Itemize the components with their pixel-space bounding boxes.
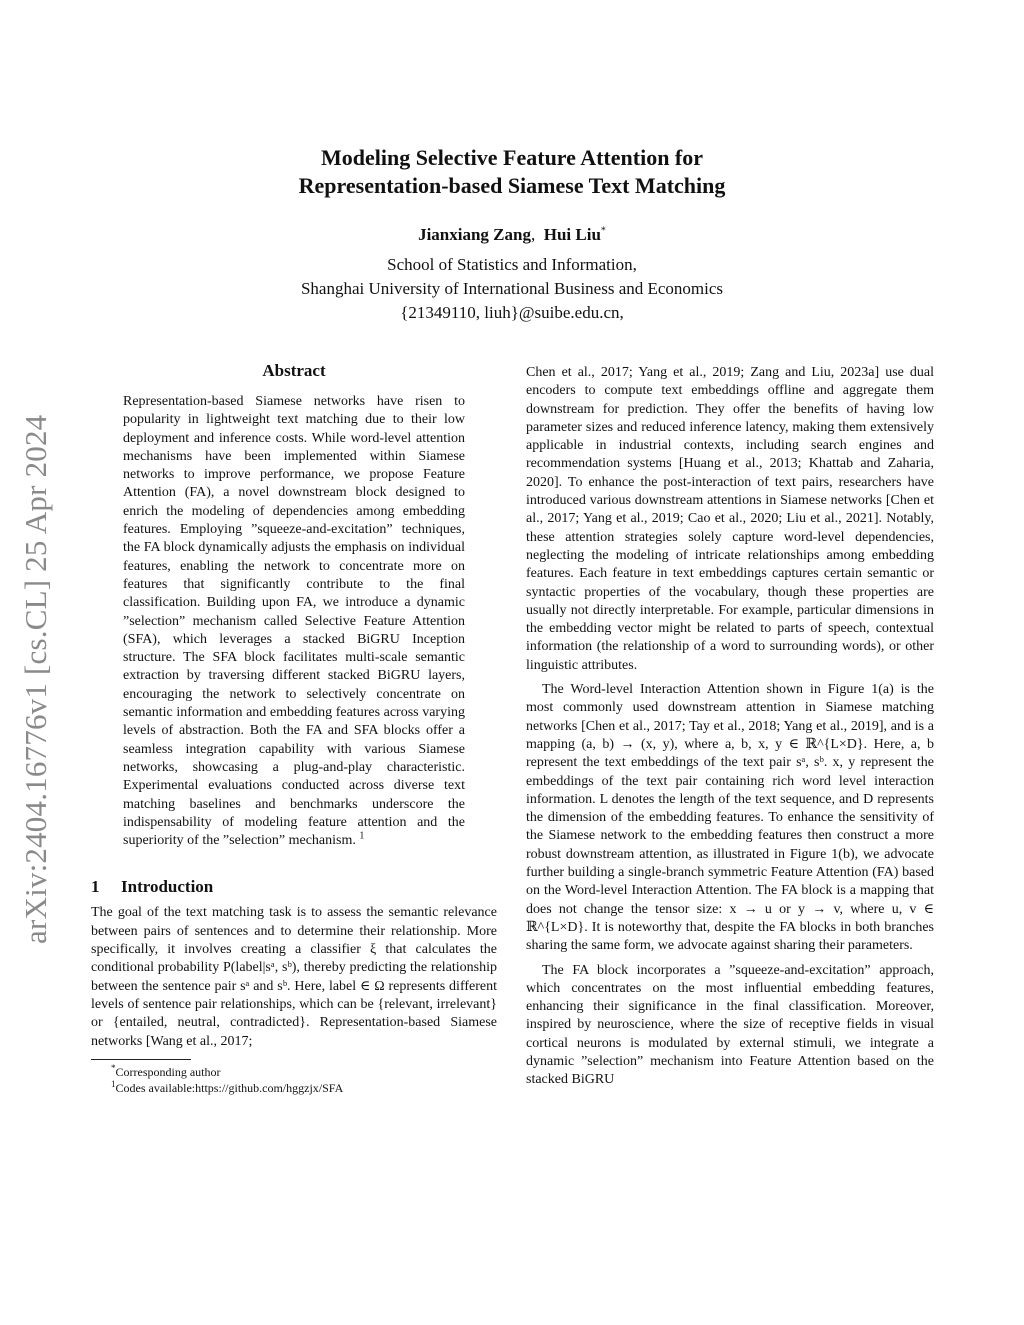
title-line-1: Modeling Selective Feature Attention for — [320, 145, 704, 170]
footnote-code — [91, 1080, 497, 1096]
footnote-mark-code: 1 — [111, 1078, 116, 1089]
affiliation-line-1: School of Statistics and Information, — [387, 255, 637, 274]
affiliation — [200, 253, 824, 325]
footnote-code-text: Codes available:https://github.com/hggzjx/SFA — [115, 1080, 344, 1095]
right-paragraph-3: The FA block incorporates a ”squeeze-and-excitation” approach, which concentrates on the most influential embedding features, enhancing their significance in the final classification. Moreover, inspired by neuroscience, where the size of receptive fields in visual cortical neurons is modulated by external stimuli, we integrate a dynamic ”selection” mechanism into Feature Attention based on the stacked BiGRU — [526, 962, 934, 1088]
abstract-footnote-mark: 1 — [359, 830, 365, 842]
footnote-corresponding-text: Corresponding author — [115, 1064, 221, 1079]
left-column — [91, 360, 497, 1096]
author-separator: , — [530, 225, 536, 244]
corresponding-author-mark: * — [600, 225, 606, 237]
footnote-corresponding — [91, 1064, 497, 1080]
section-number: 1 — [91, 877, 100, 897]
right-paragraph-1: Chen et al., 2017; Yang et al., 2019; Zang and Liu, 2023a] use dual encoders to compute text embeddings offline and aggregate them downstream for prediction. They offer the benefits of having low parameter sizes and reduced inference latency, making them extensively applicable in industrial contexts, including search engines and recommendation systems [Huang et al., 2013; Khattab and Zaharia, 2020]. To enhance the post-interaction of text pairs, researchers have introduced various downstream attentions in Siamese networks [Chen et al., 2017; Yang et al., 2019; Cao et al., 2020; Liu et al., 2021]. Notably, these attention strategies solely capture word-level dependencies, neglecting the modeling of intricate relationships among embedding features. Each feature in text embeddings captures certain semantic or syntactic properties of the vocabulary, though these properties are usually not directly interpretable. For example, particular dimensions in the embedding vector might be related to parts of speech, contextual information (the relationship of a word to surrounding words), or other linguistic attributes. — [526, 365, 934, 673]
footnote-mark-corresponding: * — [111, 1062, 116, 1073]
author-list — [200, 224, 824, 246]
abstract-heading: Abstract — [262, 361, 326, 380]
right-column — [526, 364, 934, 1090]
affiliation-email: {21349110, liuh}@suibe.edu.cn, — [400, 303, 624, 322]
introduction-paragraph: The goal of the text matching task is to assess the semantic relevance between pairs of sentences and to determine their relationship. More specifically, it involves creating a classifier ξ that calculates the conditional probability P(label|sᵃ, sᵇ), thereby predicting the relationship between the sentence pair sᵃ and sᵇ. Here, label ∈ Ω represents different levels of sentence pair relationships, which can be {relevant, irrelevant} or {entailed, neutral, contradicted}. Representation-based Siamese networks [Wang et al., 2017; — [91, 905, 497, 1049]
affiliation-line-2: Shanghai University of International Business and Economics — [300, 279, 724, 298]
section-heading-introduction — [91, 876, 497, 898]
author-1: Jianxiang Zang — [418, 225, 531, 244]
author-2: Hui Liu — [543, 225, 601, 244]
title-line-2: Representation-based Siamese Text Matching — [298, 173, 726, 198]
footnote-rule — [91, 1059, 191, 1060]
section-title: Introduction — [121, 877, 214, 897]
right-paragraph-2: The Word-level Interaction Attention shown in Figure 1(a) is the most commonly used downstream attention in Siamese matching networks [Chen et al., 2017; Tay et al., 2018; Yang et al., 2019], and is a mapping (a, b) → (x, y), where a, b, x, y ∈ ℝ^{L×D}. Here, a, b represent the text embeddings of the text pair sᵃ, sᵇ. x, y represent the embeddings of the text pair containing rich word level interaction information. L denotes the length of the text sequence, and D represents the dimension of the embedding features. To enhance the sensitivity of the Siamese network to the embedding features then construct a more robust downstream attention, as illustrated in Figure 1(b), we advocate further building a single-branch symmetric Feature Attention (FA) based on the Word-level Interaction Attention. The FA block is a mapping that does not change the tensor size: x → u or y → v, where u, v ∈ ℝ^{L×D}. It is noteworthy that, despite the FA blocks in both branches sharing the same form, we advocate against sharing their parameters. — [526, 682, 934, 954]
abstract-body — [123, 393, 465, 850]
abstract-text: Representation-based Siamese networks have risen to popularity in lightweight text matching due to their low deployment and inference costs. While word-level attention mechanisms have been implemented within Siamese networks to improve performance, we propose Feature Attention (FA), a novel downstream block designed to enrich the modeling of dependencies among embedding features. Employing ”squeeze-and-excitation” techniques, the FA block dynamically adjusts the emphasis on individual features, enabling the network to concentrate more on features that significantly contribute to the final classification. Building upon FA, we introduce a dynamic ”selection” mechanism called Selective Feature Attention (SFA), which leverages a stacked BiGRU Inception structure. The SFA block facilitates multi-scale semantic extraction by traversing different stacked BiGRU layers, encouraging the network to selectively concentrate on semantic information and embedding features across varying levels of abstraction. Both the FA and SFA blocks offer a seamless integration capability with various Siamese networks, showcasing a plug-and-play characteristic. Experimental evaluations conducted across diverse text matching baselines and benchmarks underscore the indispensability of modeling feature attention and the superiority of the ”selection” mechanism. — [123, 394, 465, 849]
arxiv-identifier: arXiv:2404.16776v1 [cs.CL] 25 Apr 2024 — [18, 414, 53, 944]
paper-title — [200, 144, 824, 200]
